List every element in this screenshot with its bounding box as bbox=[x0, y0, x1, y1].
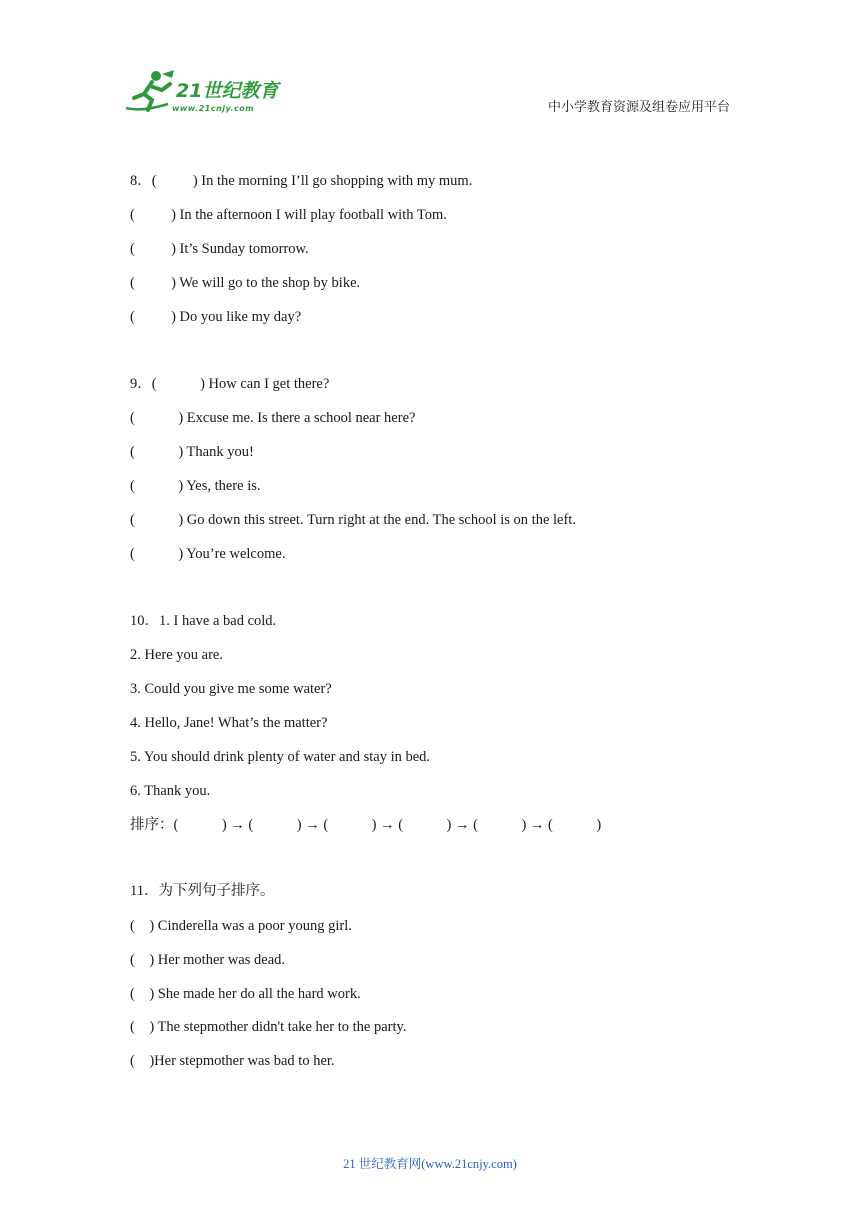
q8-line-1: 8．( ) In the morning I’ll go shopping with my mum. bbox=[130, 173, 473, 189]
q10-line-5: 5. You should drink plenty of water and stay in bed. bbox=[130, 749, 431, 765]
logo-url: www.21cnjy.com bbox=[172, 104, 255, 113]
q10-line-3: 3. Could you give me some water? bbox=[130, 681, 332, 697]
q11-line-3: ( ) She made her do all the hard work. bbox=[130, 986, 361, 1002]
q10-order-line: 排序：( ) → ( ) → ( ) → ( ) → ( ) → ( ) bbox=[130, 817, 602, 833]
q9-line-4: ( ) Yes, there is. bbox=[130, 478, 261, 494]
q10-line-6: 6. Thank you. bbox=[130, 783, 211, 799]
header-platform-title: 中小学教育资源及组卷应用平台 bbox=[547, 100, 730, 115]
page-header bbox=[0, 0, 860, 130]
q10-line-4: 4. Hello, Jane! What’s the matter? bbox=[130, 715, 328, 731]
q10-line-1: 10．1. I have a bad cold. bbox=[130, 613, 277, 629]
q9-line-1: 9．( ) How can I get there? bbox=[130, 376, 330, 392]
page-footer: 21 世纪教育网(www.21cnjy.com) bbox=[343, 1157, 517, 1171]
q8-line-3: ( ) It’s Sunday tomorrow. bbox=[130, 241, 309, 257]
q11-line-2: ( ) Her mother was dead. bbox=[130, 952, 286, 968]
q8-line-5: ( ) Do you like my day? bbox=[130, 309, 302, 325]
q11-line-5: ( )Her stepmother was bad to her. bbox=[130, 1053, 335, 1069]
q9-line-3: ( ) Thank you! bbox=[130, 444, 254, 460]
q11-title: 11．为下列句子排序。 bbox=[130, 883, 275, 899]
q9-line-5: ( ) Go down this street. Turn right at the end. The school is on the left. bbox=[130, 512, 576, 528]
q8-line-4: ( ) We will go to the shop by bike. bbox=[130, 275, 361, 291]
logo-text: 21世纪教育 bbox=[176, 80, 279, 102]
q8-line-2: ( ) In the afternoon I will play football with Tom. bbox=[130, 207, 447, 223]
q9-line-6: ( ) You’re welcome. bbox=[130, 546, 286, 562]
q10-line-2: 2. Here you are. bbox=[130, 647, 223, 663]
q9-line-2: ( ) Excuse me. Is there a school near here? bbox=[130, 410, 416, 426]
q11-line-1: ( ) Cinderella was a poor young girl. bbox=[130, 918, 352, 934]
q11-line-4: ( ) The stepmother didn't take her to the party. bbox=[130, 1019, 407, 1035]
